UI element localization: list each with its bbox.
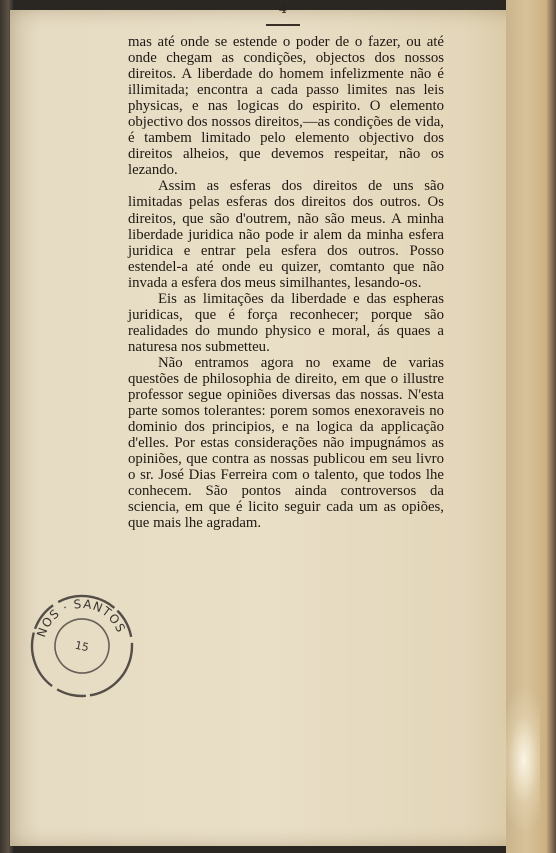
header-rule xyxy=(266,24,300,26)
library-stamp-graphic xyxy=(18,582,146,710)
library-stamp xyxy=(18,582,146,710)
paragraph-2: Assim as esferas dos direitos de uns são limitadas pelas esferas dos direitos dos outros. Os direitos, que são d'outrem, não são meus. A minha liberdade juridica não pode ir alem da minha esfera juridica e entrar pela esfera dos outros. Posso estendel-a até onde eu quizer, comtanto que não invada a esfera dos meus similhantes, lesando-os. xyxy=(128,178,444,291)
stamp-date: 15 xyxy=(73,638,91,655)
stamp-ring-text: NOS · SANTOS xyxy=(34,596,129,640)
body-text xyxy=(128,34,444,531)
paragraph-1: mas até onde se estende o poder de o fazer, ou até onde chegam as condições, objectos dos nossos direitos. A liberdade do homem infelizmente não é illimitada; encontra a cada passo limites nas leis physicas, e nas logicas do espirito. O elemento objectivo dos nossos direitos,—as condições de vida, é tambem limitado pelo elemento objectivo dos direitos alheios, que devemos respeitar, não os lezando. xyxy=(128,34,444,179)
paper-wear xyxy=(500,690,540,830)
page-number: 4 xyxy=(278,2,288,17)
paragraph-3: Eis as limitações da liberdade e das espheras juridicas, que é força reconhecer; porque são realidades do mundo physico e moral, ás quaes a naturesa nos submetteu. xyxy=(128,290,444,355)
paragraph-4: Não entramos agora no exame de varias questões de philosophia de direito, em que o illustre professor segue opiniões diversas das nossas. N'esta parte somos tolerantes: porem somos enexoraveis no dominio dos principios, e na logica da applicação d'elles. Por estas considerações não impugnámos as opiniões, que contra as nossas publicou em seu livro o sr. José Dias Ferreira com o talento, que todos lhe conhecem. São pontos ainda controversos da sciencia, em que é licito seguir cada um as opiões, que mais lhe agradam. xyxy=(128,354,444,532)
